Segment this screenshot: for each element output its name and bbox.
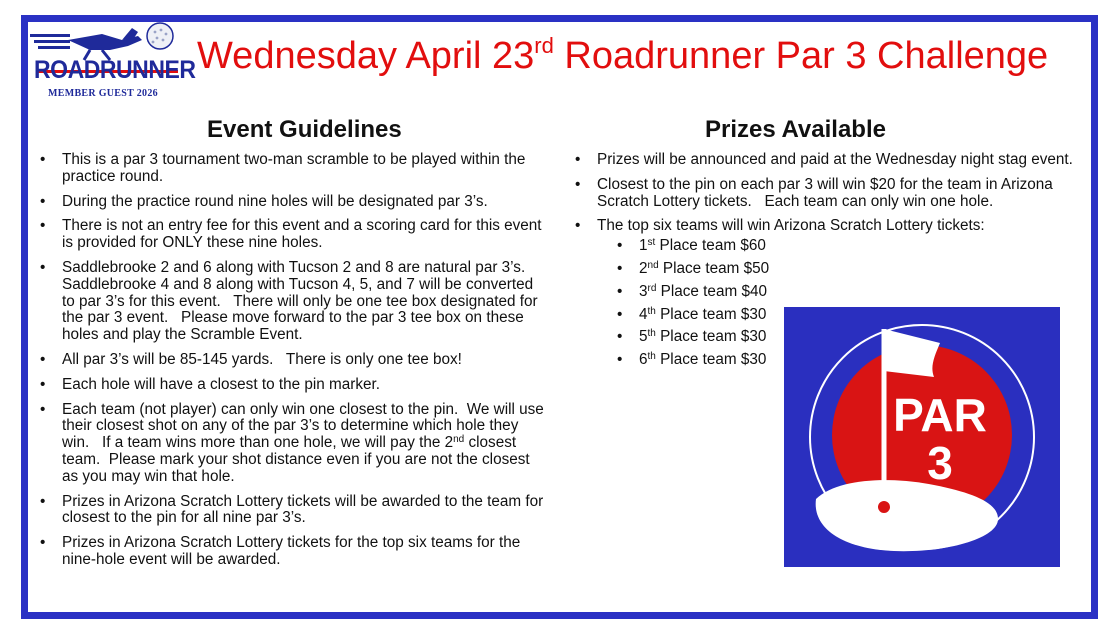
list-item: • Prizes in Arizona Scratch Lottery tickets for the top six teams for the nine-hole event will be awarded.	[40, 535, 548, 569]
list-item: • During the practice round nine holes will be designated par 3’s.	[40, 194, 548, 211]
list-item: • Each team (not player) can only win one closest to the pin. We will use their closest shot on any of the par 3’s to determine which hole they win. If a team wins more than one hole, we will pay the 2nd closest team. Please mark your shot distance even if you are not the closest as you may win that hole.	[40, 402, 548, 486]
page-title: Wednesday April 23rd Roadrunner Par 3 Challenge	[197, 33, 1049, 77]
list-item: • Each hole will have a closest to the pin marker.	[40, 377, 548, 394]
par3-badge	[784, 307, 1060, 567]
badge-par-text: PAR	[893, 389, 987, 441]
list-item: • Closest to the pin on each par 3 will win $20 for the team in Arizona Scratch Lottery tickets. Each team can only win one hole.	[575, 177, 1075, 211]
place-item: • 6th Place team $30	[617, 352, 1075, 369]
place-item: • 1st Place team $60	[617, 238, 1075, 255]
list-item: • Prizes will be announced and paid at the Wednesday night stag event.	[575, 152, 1075, 169]
guidelines-list	[40, 152, 548, 577]
list-item: • Prizes in Arizona Scratch Lottery tickets will be awarded to the team for closest to the pin for all nine par 3’s.	[40, 494, 548, 528]
guidelines-heading: Event Guidelines	[207, 116, 402, 143]
logo-wordmark: ROADRUNNER	[34, 56, 196, 84]
place-item: • 2nd Place team $50	[617, 261, 1075, 278]
list-item: • Saddlebrooke 2 and 6 along with Tucson 2 and 8 are natural par 3’s. Saddlebrooke 4 and 8 along with Tucson 4, 5, and 7 will be converted to par 3’s for this event. There will only be one tee box designated for the par 3 event. Please move forward to the par 3 tee box on these holes and play the Scramble Event.	[40, 260, 548, 344]
list-item: • All par 3’s will be 85-145 yards. There is only one tee box!	[40, 352, 548, 369]
prizes-heading: Prizes Available	[705, 116, 886, 143]
place-item: • 4th Place team $30	[617, 307, 1075, 324]
cup-icon	[877, 500, 891, 514]
list-item: • There is not an entry fee for this event and a scoring card for this event is provided for ONLY these nine holes.	[40, 218, 548, 252]
list-item: • This is a par 3 tournament two-man scramble to be played within the practice round.	[40, 152, 548, 186]
place-item: • 3rd Place team $40	[617, 284, 1075, 301]
place-item: • 5th Place team $30	[617, 329, 1075, 346]
logo-subtitle: MEMBER GUEST 2026	[48, 88, 158, 99]
badge-number-text: 3	[927, 437, 953, 489]
list-item: • The top six teams will win Arizona Scratch Lottery tickets: • 1st Place team $60 • 2nd Place team $50 • 3rd Place team $40 • 4th Place team $30 • 5th Place team $30 • 6th Place team $30	[575, 218, 1075, 369]
